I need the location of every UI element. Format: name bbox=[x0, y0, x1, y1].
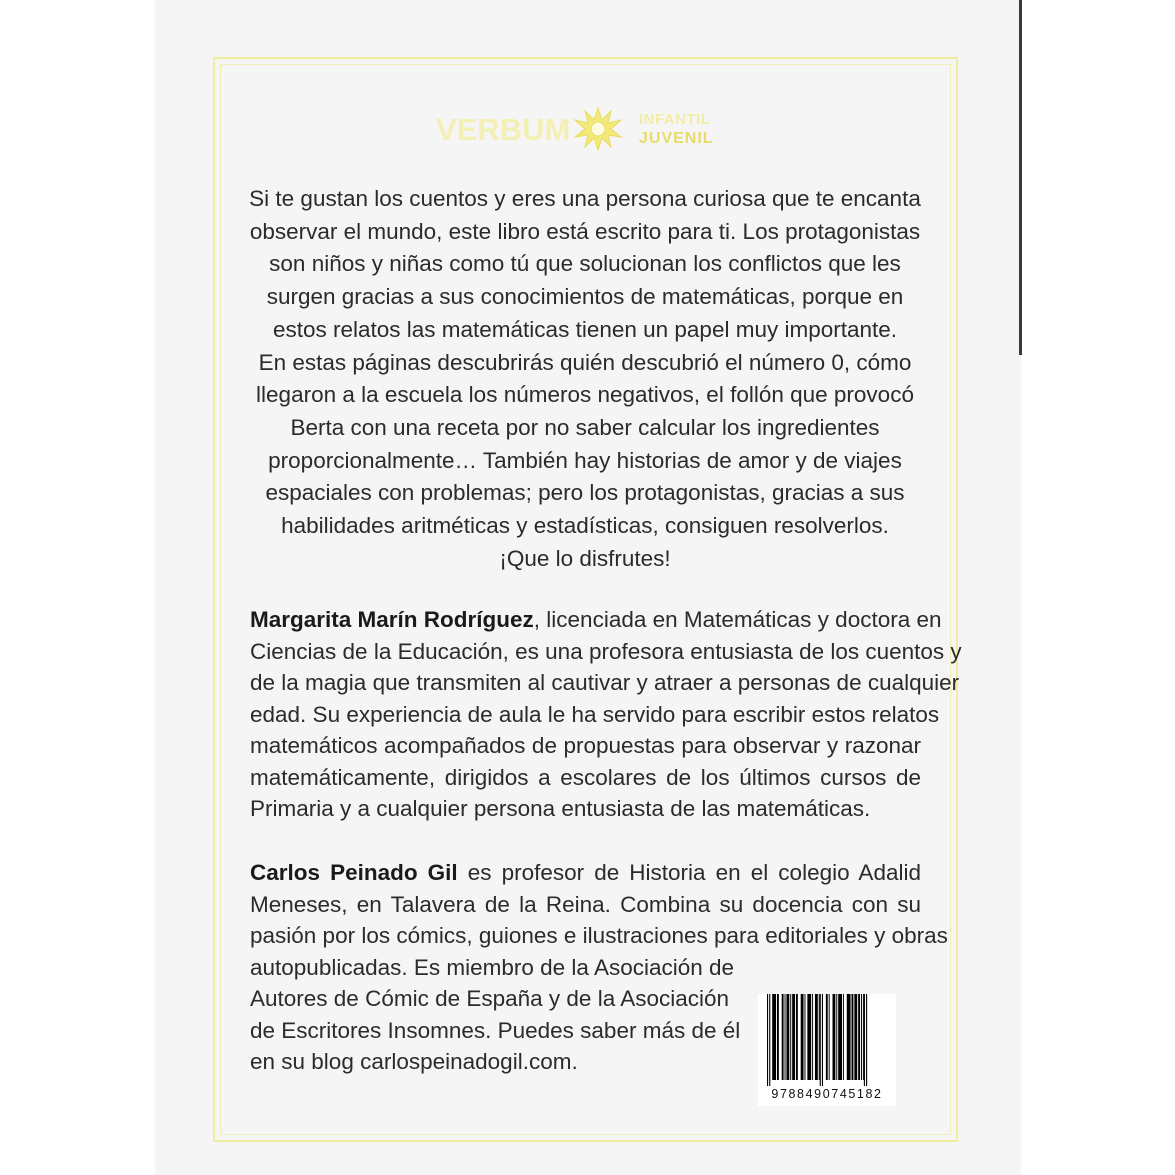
starburst-icon bbox=[573, 106, 623, 152]
bio-line: Autores de Cómic de España y de la Asociación bbox=[250, 986, 730, 1011]
synopsis-line: Berta con una receta por no saber calcular los ingredientes bbox=[290, 414, 880, 440]
publisher-logo bbox=[436, 106, 746, 152]
bio-line: Primaria y a cualquier persona entusiasta de las matemáticas. bbox=[250, 796, 871, 821]
logo-infantil: INFANTIL bbox=[639, 111, 711, 128]
bio-line: matemáticamente, dirigidos a escolares de los últimos cursos de bbox=[250, 764, 921, 790]
bio-line: en su blog carlospeinadogil.com. bbox=[250, 1049, 578, 1074]
bio-line: Meneses, en Talavera de la Reina. Combina su docencia con su bbox=[250, 891, 921, 917]
isbn-barcode bbox=[758, 994, 896, 1106]
synopsis-line: son niños y niñas como tú que solucionan los conflictos que les bbox=[269, 251, 901, 277]
bio-line bbox=[250, 857, 921, 889]
bio-line: autopublicadas. Es miembro de la Asociación de bbox=[250, 954, 735, 980]
synopsis bbox=[230, 183, 940, 575]
bio-line: edad. Su experiencia de aula le ha servido para escribir estos relatos bbox=[250, 701, 940, 727]
cover-edge bbox=[1019, 0, 1022, 355]
synopsis-line: habilidades aritméticas y estadísticas, consiguen resolverlos. bbox=[281, 513, 889, 539]
isbn-number: 9788490745182 bbox=[771, 1087, 883, 1101]
logo-juvenil: JUVENIL bbox=[639, 130, 714, 147]
bio-line: pasión por los cómics, guiones e ilustraciones para editoriales y obras bbox=[250, 923, 948, 948]
synopsis-line: estos relatos las matemáticas tienen un papel muy importante. bbox=[272, 316, 898, 342]
bio-line: Ciencias de la Educación, es una profesora entusiasta de los cuentos y bbox=[250, 638, 962, 664]
bio-line bbox=[250, 604, 942, 636]
synopsis-line: llegaron a la escuela los números negativos, el follón que provocó bbox=[256, 382, 914, 408]
author-bio-margarita bbox=[250, 604, 962, 825]
bio-text: , licenciada en Matemáticas y doctora en bbox=[533, 607, 942, 632]
bio-line: de Escritores Insomnes. Puedes saber más de él bbox=[250, 1017, 741, 1043]
synopsis-line: espaciales con problemas; pero los protagonistas, gracias a sus bbox=[265, 480, 905, 506]
barcode-bars bbox=[766, 994, 888, 1086]
synopsis-line: En estas páginas descubrirás quién descubrió el número 0, cómo bbox=[258, 349, 912, 375]
bio-line: matemáticos acompañados de propuestas para observar y razonar bbox=[250, 733, 921, 758]
bio-text: es profesor de Historia en el colegio Adalid bbox=[457, 860, 921, 885]
synopsis-line: ¡Que lo disfrutes! bbox=[499, 545, 671, 571]
logo-brand: VERBUM bbox=[436, 112, 571, 147]
synopsis-line: Si te gustan los cuentos y eres una persona curiosa que te encanta bbox=[249, 186, 921, 211]
synopsis-line: proporcionalmente… También hay historias de amor y de viajes bbox=[268, 447, 902, 473]
author-name: Margarita Marín Rodríguez bbox=[250, 607, 534, 632]
synopsis-line: surgen gracias a sus conocimientos de matemáticas, porque en bbox=[266, 284, 904, 310]
author-name: Carlos Peinado Gil bbox=[250, 860, 458, 885]
bio-line: de la magia que transmiten al cautivar y atraer a personas de cualquier bbox=[250, 670, 960, 695]
synopsis-line: observar el mundo, este libro está escrito para ti. Los protagonistas bbox=[249, 218, 921, 244]
